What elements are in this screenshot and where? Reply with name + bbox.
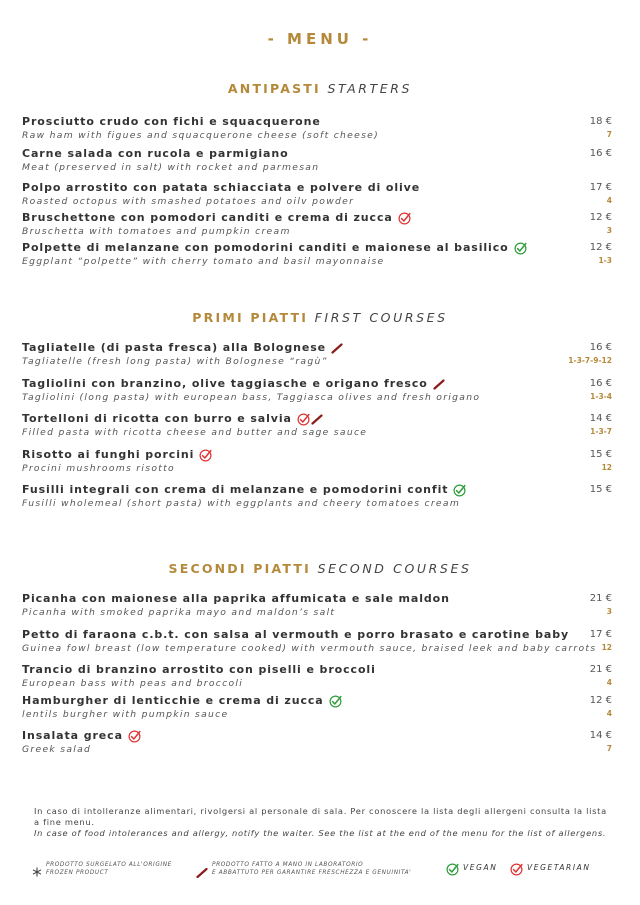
dish-price: 16 €: [589, 342, 612, 353]
dish-allergens: 7: [606, 744, 612, 753]
dish-price: 12 €: [589, 695, 612, 706]
dish-price: 12 €: [589, 212, 612, 223]
dish-allergens: 7: [606, 130, 612, 139]
dish-name-en: Raw ham with figues and squacquerone cheese (soft cheese): [22, 130, 380, 141]
dish-allergens: 12: [601, 643, 612, 652]
dish-price: 14 €: [589, 730, 612, 741]
menu-item-row: [22, 377, 582, 391]
dish-allergens: 4: [606, 709, 612, 718]
dish-name-it: Petto di faraona c.b.t. con salsa al vermouth e porro brasato e carotine baby: [22, 628, 570, 641]
dish-name-it: Polpo arrostito con patata schiacciata e polvere di olive: [22, 181, 421, 194]
allergy-notice-en: In case of food intolerances and allergy, notify the waiter. See the list at the end of the menu for the list of allergens.: [34, 828, 607, 838]
menu-title: - MENU -: [267, 30, 373, 48]
dish-allergens: 3: [606, 607, 612, 616]
dish-name-en: Meat (preserved in salt) with rocket and parmesan: [22, 162, 320, 173]
menu-item-row: [22, 341, 582, 355]
dish-price: 12 €: [589, 242, 612, 253]
dish-name-it: Insalata greca: [22, 729, 123, 742]
dish-name-it: Prosciutto crudo con fichi e squacquerone: [22, 115, 321, 128]
section-heading-en: SECOND COURSES: [317, 561, 472, 576]
vegetarian-icon: [398, 212, 411, 225]
menu-item: [22, 448, 582, 475]
dish-price: 17 €: [589, 629, 612, 640]
legend-vegan: VEGAN: [463, 863, 498, 872]
allergy-notice-it: In caso di intolleranze alimentari, rivolgersi al personale di sala. Per conoscere la lista degli allergeni consulta la lista a fine menu.: [34, 806, 607, 827]
dish-name-it: Polpette di melanzane con pomodorini canditi e maionese al basilico: [22, 241, 509, 254]
menu-item-row: [22, 694, 582, 708]
menu-item: [22, 663, 582, 690]
allergy-notice: [34, 806, 614, 839]
vegan-icon: [453, 484, 466, 497]
menu-item: [22, 412, 582, 439]
menu-item-row: [22, 181, 582, 195]
dish-name-it: Risotto ai funghi porcini: [22, 448, 195, 461]
dish-name-en: lentils burgher with pumpkin sauce: [22, 709, 229, 720]
legend-frozen-en: FROZEN PRODUCT: [46, 870, 109, 876]
section-heading-en: FIRST COURSES: [314, 310, 448, 325]
menu-item: [22, 341, 582, 368]
menu-item: [22, 377, 582, 404]
dish-name-en: Greek salad: [22, 744, 92, 755]
dish-name-en: Filled pasta with ricotta cheese and butter and sage sauce: [22, 427, 368, 438]
section-heading-it: SECONDI PIATTI: [168, 561, 311, 576]
dish-price: 16 €: [589, 148, 612, 159]
dish-allergens: 1-3-7: [590, 427, 612, 436]
menu-item: [22, 628, 597, 655]
dish-name-en: Tagliatelle (fresh long pasta) with Bolognese “ragù”: [22, 356, 328, 367]
menu-item: [22, 181, 582, 208]
dish-price: 18 €: [589, 116, 612, 127]
vegan-icon: [514, 242, 527, 255]
dish-price: 15 €: [589, 484, 612, 495]
dish-allergens: 1-3-4: [590, 392, 612, 401]
dish-name-it: Picanha con maionese alla paprika affumicata e sale maldon: [22, 592, 450, 605]
dish-name-en: European bass with peas and broccoli: [22, 678, 244, 689]
dish-name-it: Hamburgher di lenticchie e crema di zucca: [22, 694, 324, 707]
vegetarian-icon: [510, 861, 523, 880]
dish-price: 15 €: [589, 449, 612, 460]
section-heading-it: ANTIPASTI: [227, 81, 321, 96]
dish-name-en: Guinea fowl breast (low temperature cooked) with vermouth sauce, braised leek and baby carrots: [22, 643, 597, 654]
menu-item-row: [22, 115, 582, 129]
menu-item-row: [22, 592, 582, 606]
dish-price: 21 €: [589, 593, 612, 604]
dish-price: 21 €: [589, 664, 612, 675]
menu-item: [22, 694, 582, 721]
dish-name-en: Eggplant “polpette” with cherry tomato and basil mayonnaise: [22, 256, 385, 267]
vegan-icon: [446, 861, 459, 880]
section-heading: [0, 561, 640, 576]
menu-item: [22, 592, 582, 619]
dish-allergens: 4: [606, 678, 612, 687]
section-heading-en: STARTERS: [327, 81, 413, 96]
dish-allergens: 4: [606, 196, 612, 205]
vegan-icon: [329, 695, 342, 708]
menu-item-row: [22, 147, 582, 161]
section-heading: [0, 310, 640, 325]
section-heading: [0, 81, 640, 96]
legend-handmade-en: E ABBATTUTO PER GARANTIRE FRESCHEZZA E GENUINITA': [212, 870, 412, 876]
menu-item-row: [22, 241, 582, 255]
dish-name-it: Tagliatelle (di pasta fresca) alla Bolognese: [22, 341, 327, 354]
dish-name-en: Tagliolini (long pasta) with european bass, Taggiasca olives and fresh origano: [22, 392, 481, 403]
legend-handmade: [212, 861, 411, 877]
menu-item-row: [22, 663, 582, 677]
handmade-icon: [331, 343, 343, 354]
handmade-icon: [311, 414, 323, 425]
dish-allergens: 1-3-7-9-12: [568, 356, 612, 365]
menu-item-row: [22, 412, 582, 426]
menu-item: [22, 115, 582, 142]
frozen-icon: [32, 862, 42, 881]
legend-frozen: [46, 861, 172, 877]
handmade-icon: [433, 379, 445, 390]
legend-frozen-it: PRODOTTO SURGELATO ALL'ORIGINE: [46, 862, 172, 868]
menu-item-row: [22, 448, 582, 462]
menu-item-row: [22, 483, 582, 497]
vegetarian-icon: [297, 413, 310, 426]
handmade-icon: [196, 863, 208, 882]
menu-item: [22, 241, 582, 268]
dish-name-it: Trancio di branzino arrostito con piselli e broccoli: [22, 663, 376, 676]
dish-price: 14 €: [589, 413, 612, 424]
dish-name-it: Fusilli integrali con crema di melanzane e pomodorini confit: [22, 483, 449, 496]
menu-item-row: [22, 211, 582, 225]
legend-handmade-it: PRODOTTO FATTO A MANO IN LABORATORIO: [212, 862, 364, 868]
menu-item: [22, 211, 582, 238]
dish-name-it: Tortelloni di ricotta con burro e salvia: [22, 412, 292, 425]
dish-name-it: Bruschettone con pomodori canditi e crema di zucca: [22, 211, 393, 224]
dish-name-it: Tagliolini con branzino, olive taggiasche e origano fresco: [22, 377, 428, 390]
legend-vegetarian: VEGETARIAN: [527, 863, 591, 872]
menu-item-row: [22, 729, 582, 743]
dish-name-it: Carne salada con rucola e parmigiano: [22, 147, 289, 160]
dish-name-en: Roasted octopus with smashed potatoes and oilv powder: [22, 196, 355, 207]
dish-price: 17 €: [589, 182, 612, 193]
dish-price: 16 €: [589, 378, 612, 389]
menu-item: [22, 729, 582, 756]
section-heading-it: PRIMI PIATTI: [192, 310, 309, 325]
menu-item-row: [22, 628, 582, 642]
dish-name-en: Picanha with smoked paprika mayo and maldon’s salt: [22, 607, 336, 618]
dish-name-en: Fusilli wholemeal (short pasta) with eggplants and cheery tomatoes cream: [22, 498, 461, 509]
dish-name-en: Bruschetta with tomatoes and pumpkin cream: [22, 226, 291, 237]
menu-item: [22, 483, 582, 510]
vegetarian-icon: [199, 449, 212, 462]
dish-name-en: Procini mushrooms risotto: [22, 463, 175, 474]
dish-allergens: 1-3: [598, 256, 612, 265]
dish-allergens: 3: [606, 226, 612, 235]
dish-allergens: 12: [601, 463, 612, 472]
vegetarian-icon: [128, 730, 141, 743]
menu-item: [22, 147, 582, 174]
